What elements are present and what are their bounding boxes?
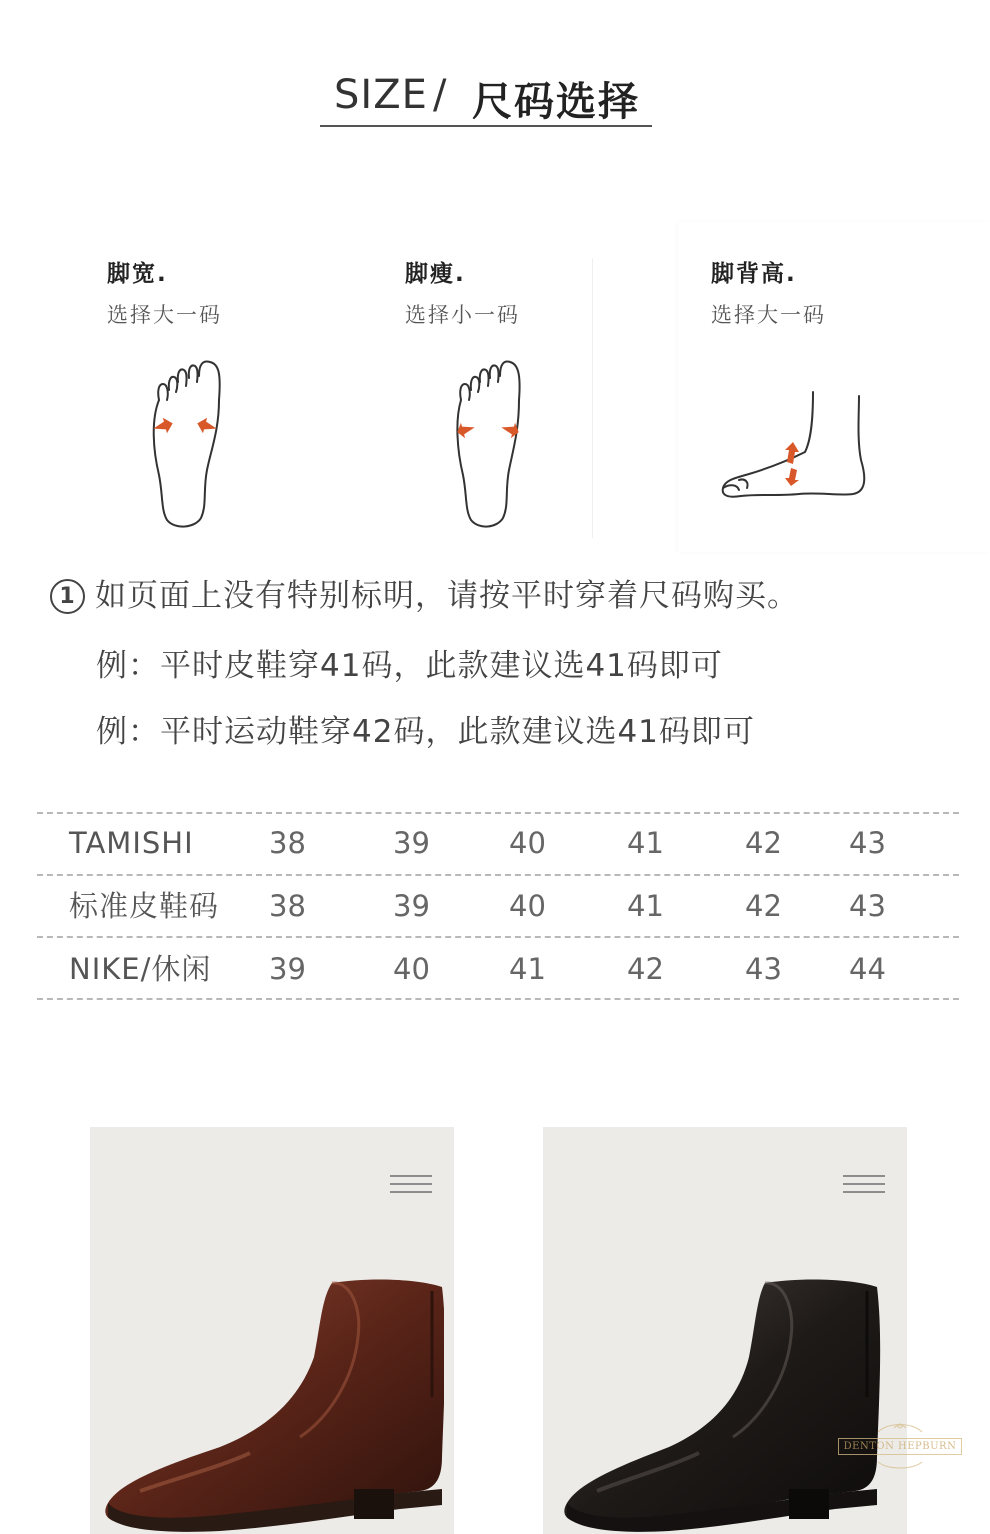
wide-foot-icon — [145, 360, 225, 530]
size-cell: 39 — [393, 826, 430, 860]
size-cell: 38 — [269, 826, 306, 860]
header-title-zh: 尺码选择 — [472, 79, 640, 125]
brown-boot-image — [100, 1277, 444, 1534]
size-cell: 41 — [627, 889, 664, 923]
header-separator: / — [433, 72, 447, 118]
size-cell: 41 — [509, 952, 546, 986]
size-cell: 39 — [393, 889, 430, 923]
tip-title: 脚背高. — [711, 261, 797, 287]
table-row — [37, 875, 959, 937]
tip-subtitle: 选择大一码 — [711, 303, 826, 327]
tip-title: 脚宽. — [107, 261, 168, 287]
high-instep-foot-icon — [719, 390, 869, 505]
table-divider — [37, 998, 959, 1000]
note-main — [50, 570, 799, 615]
size-cell: 38 — [269, 889, 306, 923]
narrow-foot-icon — [453, 360, 523, 530]
size-cell: 42 — [627, 952, 664, 986]
tip-narrow-foot — [405, 255, 665, 545]
size-cell: 39 — [269, 952, 306, 986]
table-row — [37, 938, 959, 1000]
size-cell: 42 — [745, 889, 782, 923]
note-example-2: 例：平时运动鞋穿42码，此款建议选41码即可 — [96, 714, 755, 750]
size-header — [320, 66, 652, 128]
product-image-black-boot — [543, 1127, 907, 1534]
size-cell: 42 — [745, 826, 782, 860]
size-cell: 43 — [849, 826, 886, 860]
tip-title: 脚瘦. — [405, 261, 466, 287]
size-cell: 43 — [745, 952, 782, 986]
tip-high-instep — [711, 255, 971, 545]
table-row — [37, 812, 959, 874]
product-image-brown-boot — [90, 1127, 454, 1534]
size-cell: 43 — [849, 889, 886, 923]
header-underline — [320, 125, 652, 127]
tip-subtitle: 选择小一码 — [405, 303, 520, 327]
tip-subtitle: 选择大一码 — [107, 303, 222, 327]
note-marker: 1 — [50, 579, 85, 614]
note-main-text: 如页面上没有特别标明，请按平时穿着尺码购买。 — [95, 578, 799, 614]
row-label: TAMISHI — [69, 826, 194, 860]
black-boot-image — [553, 1277, 897, 1534]
note-example-1: 例：平时皮鞋穿41码，此款建议选41码即可 — [96, 648, 723, 684]
watermark-text: DENTON HEPBURN — [838, 1438, 962, 1455]
menu-lines-icon — [390, 1175, 432, 1197]
header-title-en: SIZE — [334, 72, 428, 118]
tip-wide-foot — [107, 255, 367, 545]
menu-lines-icon — [843, 1175, 885, 1197]
size-cell: 40 — [393, 952, 430, 986]
size-cell: 44 — [849, 952, 886, 986]
size-cell: 40 — [509, 826, 546, 860]
row-label: 标准皮鞋码 — [69, 889, 220, 923]
size-cell: 41 — [627, 826, 664, 860]
size-cell: 40 — [509, 889, 546, 923]
size-table — [37, 812, 959, 1000]
brand-watermark — [838, 1420, 962, 1472]
row-label: NIKE/休闲 — [69, 952, 212, 986]
